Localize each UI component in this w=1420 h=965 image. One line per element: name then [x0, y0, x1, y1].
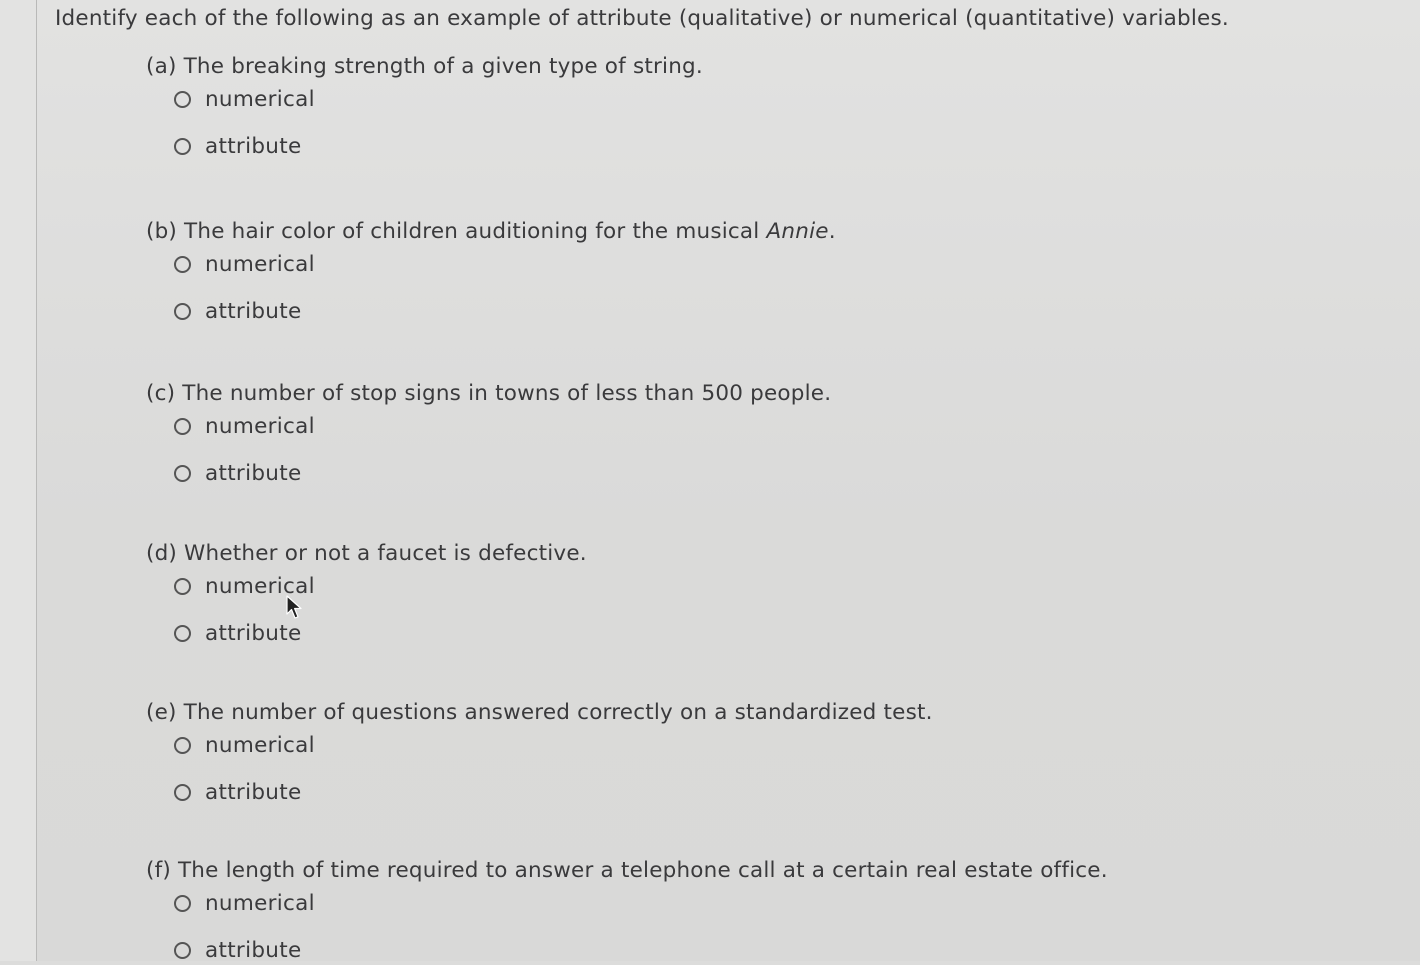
- question-text: (f) The length of time required to answer a telephone call at a certain real estate office.: [146, 858, 1108, 883]
- option-label: attribute: [205, 298, 302, 324]
- option-c-attribute[interactable]: [174, 458, 1146, 488]
- question-text: (c) The number of stop signs in towns of less than 500 people.: [146, 381, 832, 406]
- option-label: attribute: [205, 460, 302, 486]
- option-e-attribute[interactable]: [174, 777, 1146, 807]
- radio-button[interactable]: [174, 256, 191, 273]
- option-a-numerical[interactable]: [174, 84, 1146, 114]
- option-label: numerical: [205, 86, 315, 112]
- radio-button[interactable]: [174, 895, 191, 912]
- left-margin-strip: [0, 0, 37, 961]
- mouse-pointer-icon: [286, 595, 304, 621]
- question-a: [146, 52, 1146, 161]
- instruction-text: Identify each of the following as an example of attribute (qualitative) or numerical (quantitative) variables.: [55, 6, 1229, 31]
- option-label: attribute: [205, 133, 302, 159]
- question-text: (a) The breaking strength of a given type of string.: [146, 54, 703, 79]
- option-c-numerical[interactable]: [174, 411, 1146, 441]
- option-label: numerical: [205, 413, 315, 439]
- option-label: attribute: [205, 620, 302, 646]
- option-label: attribute: [205, 937, 302, 963]
- radio-button[interactable]: [174, 91, 191, 108]
- option-a-attribute[interactable]: [174, 131, 1146, 161]
- option-label: numerical: [205, 732, 315, 758]
- radio-button[interactable]: [174, 625, 191, 642]
- radio-button[interactable]: [174, 465, 191, 482]
- question-b: [146, 217, 1146, 326]
- option-b-attribute[interactable]: [174, 296, 1146, 326]
- radio-button[interactable]: [174, 942, 191, 959]
- radio-button[interactable]: [174, 303, 191, 320]
- question-e: [146, 698, 1146, 807]
- question-text: (b) The hair color of children auditioning for the musical Annie.: [146, 219, 836, 244]
- option-b-numerical[interactable]: [174, 249, 1146, 279]
- option-e-numerical[interactable]: [174, 730, 1146, 760]
- radio-button[interactable]: [174, 784, 191, 801]
- question-text: (e) The number of questions answered correctly on a standardized test.: [146, 700, 933, 725]
- question-d: [146, 539, 1146, 648]
- option-label: numerical: [205, 251, 315, 277]
- option-label: attribute: [205, 779, 302, 805]
- question-f: [146, 856, 1146, 965]
- question-text: (d) Whether or not a faucet is defective.: [146, 541, 587, 566]
- option-label: numerical: [205, 573, 315, 599]
- option-d-attribute[interactable]: [174, 618, 1146, 648]
- option-d-numerical[interactable]: [174, 571, 1146, 601]
- question-c: [146, 379, 1146, 488]
- option-f-numerical[interactable]: [174, 888, 1146, 918]
- radio-button[interactable]: [174, 578, 191, 595]
- option-label: numerical: [205, 890, 315, 916]
- radio-button[interactable]: [174, 737, 191, 754]
- radio-button[interactable]: [174, 138, 191, 155]
- radio-button[interactable]: [174, 418, 191, 435]
